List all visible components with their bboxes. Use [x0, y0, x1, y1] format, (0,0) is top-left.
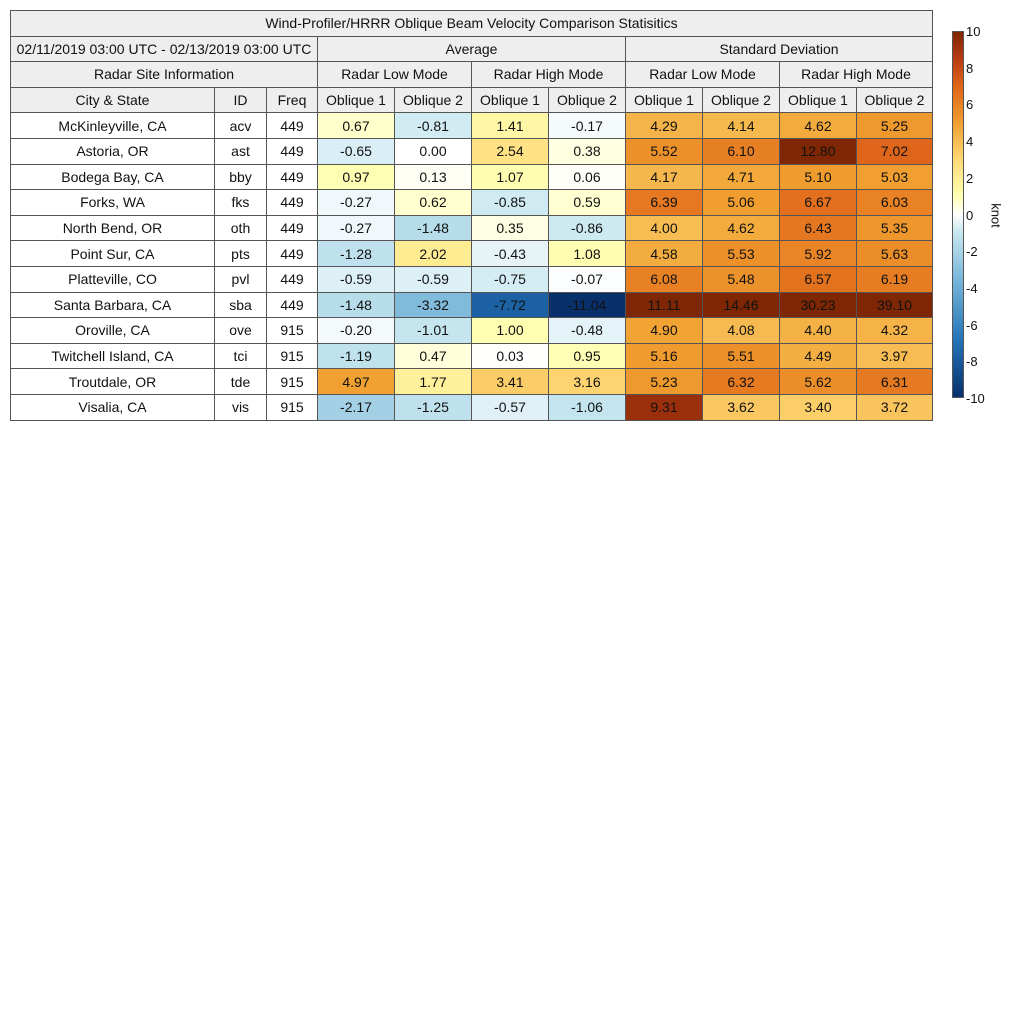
heatmap-cell: -0.75 — [472, 266, 549, 292]
site-freq-cell: 449 — [267, 241, 318, 267]
heatmap-cell: 0.00 — [395, 138, 472, 164]
heatmap-cell: -0.43 — [472, 241, 549, 267]
heatmap-cell: 1.41 — [472, 113, 549, 139]
heatmap-cell: 0.67 — [318, 113, 395, 139]
column-header: Oblique 2 — [703, 87, 780, 113]
heatmap-cell: 11.11 — [626, 292, 703, 318]
heatmap-cell: 0.35 — [472, 215, 549, 241]
site-info-header: Radar Site Information — [11, 62, 318, 88]
heatmap-cell: 4.62 — [780, 113, 857, 139]
column-header: Oblique 1 — [472, 87, 549, 113]
heatmap-cell: -0.27 — [318, 190, 395, 216]
colorbar-tick-label: 6 — [966, 97, 974, 113]
heatmap-cell: 0.38 — [549, 138, 626, 164]
heatmap-cell: 2.02 — [395, 241, 472, 267]
heatmap-cell: 3.40 — [780, 394, 857, 420]
site-id-cell: pts — [215, 241, 267, 267]
heatmap-cell: 5.03 — [857, 164, 933, 190]
heatmap-cell: -1.48 — [395, 215, 472, 241]
colorbar — [952, 31, 964, 398]
table-row — [11, 266, 933, 292]
heatmap-cell: -0.59 — [395, 266, 472, 292]
heatmap-cell: 6.03 — [857, 190, 933, 216]
heatmap-cell: 5.25 — [857, 113, 933, 139]
heatmap-cell: 4.71 — [703, 164, 780, 190]
column-header: Oblique 1 — [626, 87, 703, 113]
site-city-cell: Platteville, CO — [11, 266, 215, 292]
heatmap-cell: -0.17 — [549, 113, 626, 139]
heatmap-cell: 4.32 — [857, 318, 933, 344]
std-dev-header: Standard Deviation — [626, 36, 933, 62]
heatmap-cell: 5.35 — [857, 215, 933, 241]
column-header: ID — [215, 87, 267, 113]
colorbar-tick-label: 2 — [966, 170, 974, 186]
heatmap-cell: 6.19 — [857, 266, 933, 292]
heatmap-cell: 9.31 — [626, 394, 703, 420]
table-row — [11, 369, 933, 395]
heatmap-cell: -1.06 — [549, 394, 626, 420]
colorbar-tick-label: 10 — [966, 24, 981, 39]
heatmap-cell: 12.80 — [780, 138, 857, 164]
heatmap-cell: -0.57 — [472, 394, 549, 420]
heatmap-cell: 0.03 — [472, 343, 549, 369]
site-id-cell: fks — [215, 190, 267, 216]
heatmap-cell: 6.39 — [626, 190, 703, 216]
colorbar-tick-label: 0 — [966, 207, 974, 223]
table-row — [11, 138, 933, 164]
heatmap-cell: 4.58 — [626, 241, 703, 267]
column-header: Oblique 2 — [549, 87, 626, 113]
heatmap-cell: 4.29 — [626, 113, 703, 139]
heatmap-cell: 4.14 — [703, 113, 780, 139]
site-city-cell: Forks, WA — [11, 190, 215, 216]
heatmap-cell: 3.41 — [472, 369, 549, 395]
heatmap-cell: 0.62 — [395, 190, 472, 216]
heatmap-cell: 6.32 — [703, 369, 780, 395]
site-freq-cell: 449 — [267, 266, 318, 292]
std-high-mode-header: Radar High Mode — [780, 62, 933, 88]
heatmap-cell: -0.81 — [395, 113, 472, 139]
heatmap-cell: 5.10 — [780, 164, 857, 190]
heatmap-cell: -0.27 — [318, 215, 395, 241]
heatmap-cell: 3.16 — [549, 369, 626, 395]
colorbar-tick-label: -4 — [966, 280, 978, 296]
site-city-cell: Twitchell Island, CA — [11, 343, 215, 369]
site-id-cell: pvl — [215, 266, 267, 292]
column-header: Oblique 2 — [857, 87, 933, 113]
heatmap-cell: 3.72 — [857, 394, 933, 420]
column-header: Oblique 2 — [395, 87, 472, 113]
heatmap-cell: -7.72 — [472, 292, 549, 318]
heatmap-cell: 5.06 — [703, 190, 780, 216]
heatmap-cell: 0.59 — [549, 190, 626, 216]
heatmap-cell: -0.59 — [318, 266, 395, 292]
colorbar-tick-label: 4 — [966, 134, 974, 150]
heatmap-cell: 3.97 — [857, 343, 933, 369]
site-freq-cell: 449 — [267, 292, 318, 318]
heatmap-cell: 4.62 — [703, 215, 780, 241]
heatmap-cell: 0.06 — [549, 164, 626, 190]
heatmap-cell: -1.48 — [318, 292, 395, 318]
site-city-cell: Astoria, OR — [11, 138, 215, 164]
heatmap-cell: 5.23 — [626, 369, 703, 395]
heatmap-cell: 1.07 — [472, 164, 549, 190]
colorbar-tick-label: -10 — [966, 391, 985, 406]
heatmap-cell: 30.23 — [780, 292, 857, 318]
heatmap-cell: 2.54 — [472, 138, 549, 164]
heatmap-cell: 39.10 — [857, 292, 933, 318]
table-row — [11, 343, 933, 369]
site-freq-cell: 915 — [267, 394, 318, 420]
site-city-cell: Visalia, CA — [11, 394, 215, 420]
heatmap-cell: 6.10 — [703, 138, 780, 164]
site-id-cell: bby — [215, 164, 267, 190]
date-range: 02/11/2019 03:00 UTC - 02/13/2019 03:00 UTC — [11, 36, 318, 62]
site-city-cell: Bodega Bay, CA — [11, 164, 215, 190]
heatmap-cell: 0.97 — [318, 164, 395, 190]
site-id-cell: ove — [215, 318, 267, 344]
colorbar-tick-label: -2 — [966, 244, 978, 260]
heatmap-cell: 5.92 — [780, 241, 857, 267]
site-city-cell: Santa Barbara, CA — [11, 292, 215, 318]
heatmap-cell: 0.95 — [549, 343, 626, 369]
site-freq-cell: 449 — [267, 138, 318, 164]
heatmap-cell: 0.13 — [395, 164, 472, 190]
heatmap-cell: -0.86 — [549, 215, 626, 241]
std-low-mode-header: Radar Low Mode — [626, 62, 780, 88]
heatmap-cell: 4.97 — [318, 369, 395, 395]
heatmap-cell: 1.00 — [472, 318, 549, 344]
heatmap-cell: -0.85 — [472, 190, 549, 216]
site-id-cell: tde — [215, 369, 267, 395]
heatmap-cell: 4.00 — [626, 215, 703, 241]
heatmap-cell: 6.31 — [857, 369, 933, 395]
table-row — [11, 292, 933, 318]
site-freq-cell: 449 — [267, 113, 318, 139]
table-row — [11, 215, 933, 241]
site-city-cell: Troutdale, OR — [11, 369, 215, 395]
heatmap-cell: -2.17 — [318, 394, 395, 420]
heatmap-cell: -0.48 — [549, 318, 626, 344]
heatmap-cell: 0.47 — [395, 343, 472, 369]
colorbar-tick-label: -6 — [966, 317, 978, 333]
heatmap-cell: -3.32 — [395, 292, 472, 318]
heatmap-cell: 1.08 — [549, 241, 626, 267]
heatmap-cell: 3.62 — [703, 394, 780, 420]
heatmap-cell: 6.43 — [780, 215, 857, 241]
table-title: Wind-Profiler/HRRR Oblique Beam Velocity Comparison Statisitics — [11, 11, 933, 37]
table-row — [11, 394, 933, 420]
heatmap-cell: 4.49 — [780, 343, 857, 369]
heatmap-cell: 5.52 — [626, 138, 703, 164]
site-id-cell: tci — [215, 343, 267, 369]
site-freq-cell: 449 — [267, 215, 318, 241]
table-row — [11, 190, 933, 216]
heatmap-cell: 5.62 — [780, 369, 857, 395]
site-id-cell: acv — [215, 113, 267, 139]
heatmap-cell: 5.51 — [703, 343, 780, 369]
site-id-cell: sba — [215, 292, 267, 318]
heatmap-cell: 5.53 — [703, 241, 780, 267]
heatmap-cell: 6.67 — [780, 190, 857, 216]
heatmap-cell: 5.63 — [857, 241, 933, 267]
site-id-cell: oth — [215, 215, 267, 241]
avg-high-mode-header: Radar High Mode — [472, 62, 626, 88]
site-freq-cell: 915 — [267, 369, 318, 395]
heatmap-cell: 1.77 — [395, 369, 472, 395]
heatmap-cell: 6.08 — [626, 266, 703, 292]
site-id-cell: ast — [215, 138, 267, 164]
heatmap-cell: 6.57 — [780, 266, 857, 292]
site-city-cell: North Bend, OR — [11, 215, 215, 241]
heatmap-cell: -1.19 — [318, 343, 395, 369]
site-freq-cell: 915 — [267, 343, 318, 369]
average-header: Average — [318, 36, 626, 62]
heatmap-cell: 4.08 — [703, 318, 780, 344]
heatmap-cell: -0.20 — [318, 318, 395, 344]
heatmap-cell: 14.46 — [703, 292, 780, 318]
colorbar-tick-label: -8 — [966, 354, 978, 370]
site-city-cell: Oroville, CA — [11, 318, 215, 344]
site-freq-cell: 915 — [267, 318, 318, 344]
table-row — [11, 241, 933, 267]
site-id-cell: vis — [215, 394, 267, 420]
table-row — [11, 113, 933, 139]
heatmap-cell: 4.90 — [626, 318, 703, 344]
column-header: Oblique 1 — [318, 87, 395, 113]
site-city-cell: McKinleyville, CA — [11, 113, 215, 139]
heatmap-cell: 7.02 — [857, 138, 933, 164]
heatmap-cell: -0.07 — [549, 266, 626, 292]
heatmap-cell: -1.25 — [395, 394, 472, 420]
colorbar-tick-label: 8 — [966, 60, 974, 76]
heatmap-cell: 5.48 — [703, 266, 780, 292]
heatmap-cell: 4.17 — [626, 164, 703, 190]
colorbar-unit-label: knot — [988, 203, 1004, 228]
site-freq-cell: 449 — [267, 164, 318, 190]
heatmap-cell: -1.01 — [395, 318, 472, 344]
heatmap-cell: 4.40 — [780, 318, 857, 344]
column-header: Freq — [267, 87, 318, 113]
heatmap-cell: 5.16 — [626, 343, 703, 369]
column-header-row — [11, 87, 933, 113]
heatmap-cell: -0.65 — [318, 138, 395, 164]
table-row — [11, 164, 933, 190]
heatmap-cell: -1.28 — [318, 241, 395, 267]
heatmap-cell: -11.04 — [549, 292, 626, 318]
table-row — [11, 318, 933, 344]
avg-low-mode-header: Radar Low Mode — [318, 62, 472, 88]
column-header: Oblique 1 — [780, 87, 857, 113]
stats-table — [10, 10, 933, 421]
site-freq-cell: 449 — [267, 190, 318, 216]
column-header: City & State — [11, 87, 215, 113]
site-city-cell: Point Sur, CA — [11, 241, 215, 267]
